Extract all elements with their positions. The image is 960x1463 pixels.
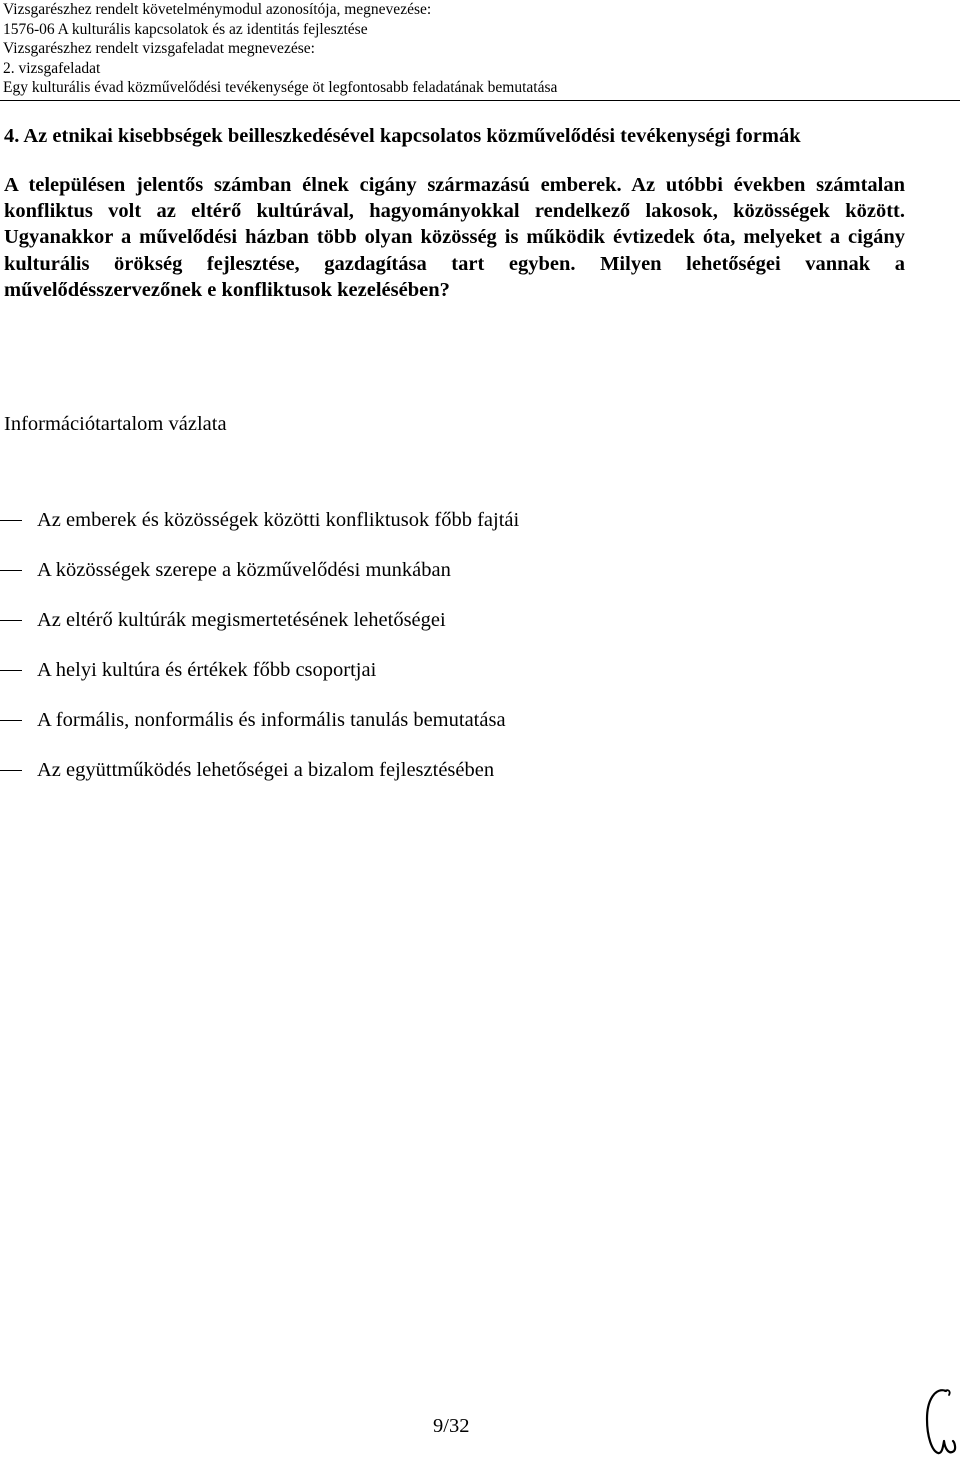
header-task-number: 2. vizsgafeladat [3, 59, 101, 77]
task-title: 4. Az etnikai kisebbségek beilleszkedésével kapcsolatos közművelődési tevékenységi formák [4, 125, 801, 147]
dash-bullet-icon [0, 670, 22, 671]
outline-heading: Információtartalom vázlata [4, 413, 227, 435]
dash-bullet-icon [0, 520, 22, 521]
dash-bullet-icon [0, 720, 22, 721]
signature-icon [918, 1385, 958, 1460]
header-task-name: Egy kulturális évad közművelődési tevékenysége öt legfontosabb feladatának bemutatása [3, 79, 558, 97]
list-item [0, 605, 900, 655]
list-item-text: A formális, nonformális és informális tanulás bemutatása [37, 709, 506, 731]
list-item [0, 655, 900, 705]
list-item-text: Az eltérő kultúrák megismertetésének lehetőségei [37, 609, 446, 631]
document-header [3, 0, 943, 98]
outline-list [0, 505, 900, 805]
header-module-label: Vizsgarészhez rendelt követelménymodul azonosítója, megnevezése: [3, 1, 432, 18]
list-item [0, 505, 900, 555]
list-item-text: A közösségek szerepe a közművelődési munkában [37, 559, 451, 581]
header-task-label: Vizsgarészhez rendelt vizsgafeladat megnevezése: [3, 40, 315, 58]
header-divider [0, 100, 960, 101]
dash-bullet-icon [0, 770, 22, 771]
list-item [0, 705, 900, 755]
list-item-text: Az együttműködés lehetőségei a bizalom fejlesztésében [37, 759, 495, 781]
list-item-text: A helyi kultúra és értékek főbb csoportjai [37, 659, 377, 681]
list-item [0, 755, 900, 805]
task-description: A településen jelentős számban élnek cigány származású emberek. Az utóbbi években számtalan konfliktus volt az eltérő kultúrával, hagyományokkal rendelkező lakosok, közösségek között. Ugyanakkor a művelődési házban több olyan közösség is működik évtizedek óta, melyeket a cigány kulturális örökség fejlesztése, gazdagítása tart egyben. Milyen lehetőségei vannak a művelődésszervezőnek e konfliktusok kezelésében? [4, 174, 905, 301]
page-number: 9/32 [433, 1415, 470, 1437]
dash-bullet-icon [0, 570, 22, 571]
list-item-text: Az emberek és közösségek közötti konfliktusok főbb fajtái [37, 509, 520, 531]
list-item [0, 555, 900, 605]
dash-bullet-icon [0, 620, 22, 621]
header-module-name: 1576-06 A kulturális kapcsolatok és az identitás fejlesztése [3, 20, 368, 38]
